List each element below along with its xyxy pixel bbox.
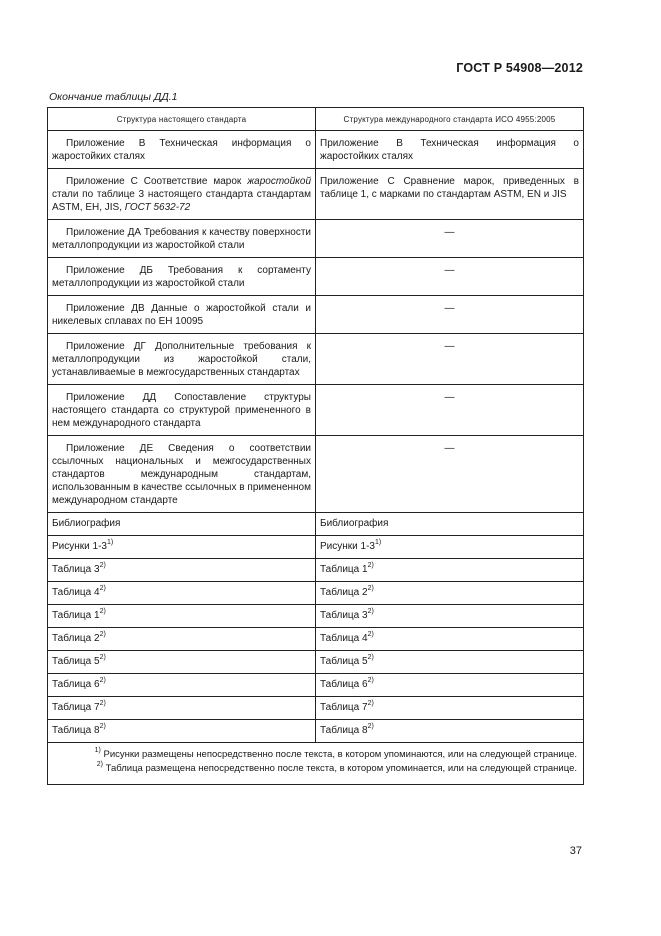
table-ref-international: Таблица 5$^{2)}$ — [316, 651, 584, 674]
table-ref-international: Таблица 4$^{2)}$ — [316, 628, 584, 651]
table-ref-national: Таблица 1$^{2)}$ — [48, 605, 316, 628]
empty-dash: — — [316, 436, 584, 513]
empty-dash: — — [316, 258, 584, 296]
table-row — [48, 334, 584, 385]
table-ref-international: Таблица 7$^{2)}$ — [316, 697, 584, 720]
appendix-c-international: Приложение С Сравнение марок, приведенных в таблице 1, с марками по стандартам ASTM, EN и JIS — [320, 176, 579, 200]
appendix-dd-national: Приложение ДД Сопоставление структуры настоящего стандарта со структурой примененного в нем международного стандарта — [52, 392, 311, 429]
appendix-dg-national: Приложение ДГ Дополнительные требования к металлопродукции из жаростойкой стали, устанавливаемые в межгосударственных стандартах — [52, 341, 311, 378]
table-ref-international: Таблица 2$^{2)}$ — [316, 582, 584, 605]
table-ref-national: Таблица 4$^{2)}$ — [48, 582, 316, 605]
empty-dash: — — [316, 220, 584, 258]
appendix-c-national: Приложение С Соответствие марок жаростойкой стали по таблице 3 настоящего стандарта стандартам ASTM, EH, JIS, ГОСТ 5632-72 — [52, 176, 311, 213]
page-number: 37 — [569, 845, 582, 857]
table-row — [48, 169, 584, 220]
empty-dash: — — [316, 334, 584, 385]
footnote-1: $^{1)}$ Рисунки размещены непосредственно после текста, в котором упоминаются, или на следующей странице. — [94, 746, 577, 760]
table-ref-national: Таблица 8$^{2)}$ — [48, 720, 316, 743]
table-ref-national: Таблица 7$^{2)}$ — [48, 697, 316, 720]
table-row — [48, 296, 584, 334]
figures-national: Рисунки 1-3$^{1)}$ — [48, 536, 316, 559]
table-row — [48, 674, 584, 697]
empty-dash: — — [316, 296, 584, 334]
table-row — [48, 258, 584, 296]
table-row — [48, 651, 584, 674]
footnote-2: $^{2)}$ Таблица размещена непосредственно после текста, в котором упоминается, или на следующей странице. — [96, 760, 577, 774]
table-row — [48, 720, 584, 743]
table-caption: Окончание таблицы ДД.1 — [49, 91, 178, 103]
table-row — [48, 436, 584, 513]
table-row — [48, 220, 584, 258]
table-row — [48, 605, 584, 628]
table-ref-national: Таблица 3$^{2)}$ — [48, 559, 316, 582]
table-row — [48, 628, 584, 651]
appendix-b-international: Приложение В Техническая информация о жаростойких сталях — [320, 138, 579, 162]
appendix-da-national: Приложение ДА Требования к качеству поверхности металлопродукции из жаростойкой стали — [52, 227, 311, 251]
table-row — [48, 385, 584, 436]
appendix-db-national: Приложение ДБ Требования к сортаменту металлопродукции из жаростойкой стали — [52, 265, 311, 289]
table-row — [48, 131, 584, 169]
footnotes-row — [48, 743, 584, 785]
table-row — [48, 697, 584, 720]
column-header-international: Структура международного стандарта ИСО 4955:2005 — [316, 108, 584, 131]
empty-dash: — — [316, 385, 584, 436]
table-ref-international: Таблица 1$^{2)}$ — [316, 559, 584, 582]
appendix-dv-national: Приложение ДВ Данные о жаростойкой стали и никелевых сплавах по ЕН 10095 — [52, 303, 311, 327]
figures-international: Рисунки 1-3$^{1)}$ — [316, 536, 584, 559]
table-row — [48, 536, 584, 559]
table-ref-national: Таблица 5$^{2)}$ — [48, 651, 316, 674]
document-code: ГОСТ Р 54908—2012 — [456, 61, 583, 75]
appendix-de-national: Приложение ДЕ Сведения о соответствии ссылочных национальных и межгосударственных стандартов международным стандартам, использованным в качестве ссылочных в примененном международном стандарте — [52, 443, 311, 506]
table-ref-national: Таблица 6$^{2)}$ — [48, 674, 316, 697]
appendix-b-national: Приложение В Техническая информация о жаростойких сталях — [52, 138, 311, 162]
table-row — [48, 513, 584, 536]
table-ref-international: Таблица 6$^{2)}$ — [316, 674, 584, 697]
bibliography-national: Библиография — [48, 513, 316, 536]
table-header-row — [48, 108, 584, 131]
column-header-national: Структура настоящего стандарта — [48, 108, 316, 131]
table-row — [48, 559, 584, 582]
table-ref-national: Таблица 2$^{2)}$ — [48, 628, 316, 651]
bibliography-international: Библиография — [316, 513, 584, 536]
table-row — [48, 582, 584, 605]
table-ref-international: Таблица 8$^{2)}$ — [316, 720, 584, 743]
structure-comparison-table — [47, 107, 584, 785]
table-ref-international: Таблица 3$^{2)}$ — [316, 605, 584, 628]
